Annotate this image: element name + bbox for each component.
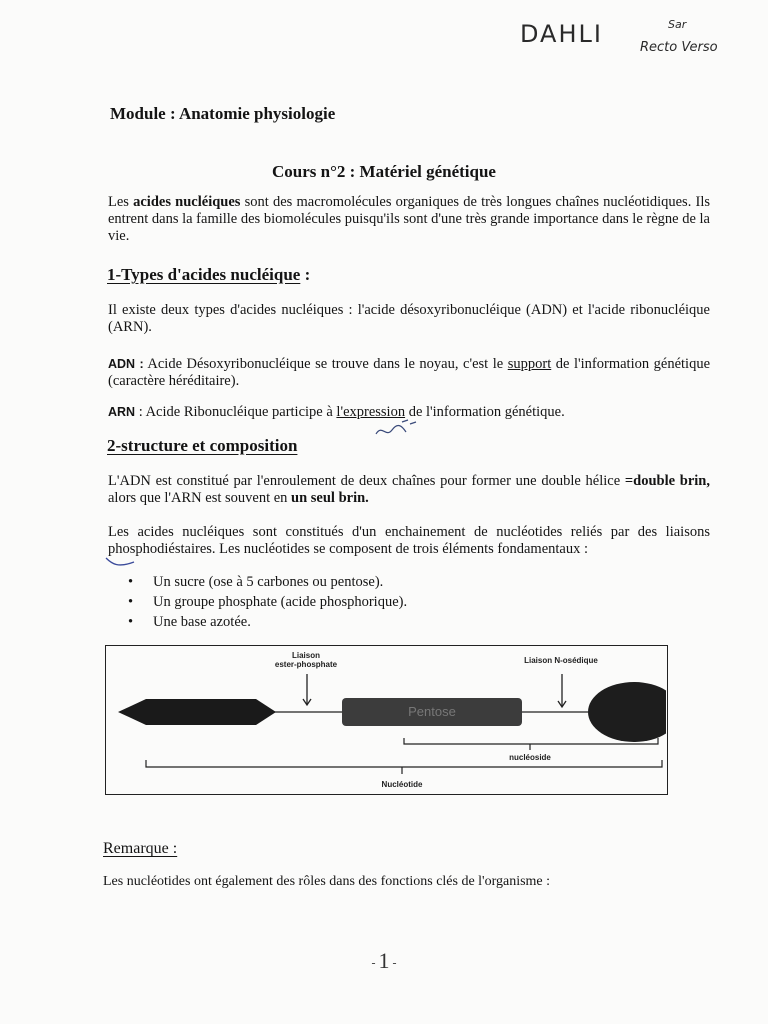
list-item: • Un groupe phosphate (acide phosphorique).: [128, 592, 407, 612]
adn-text-1: Acide Désoxyribonucléique se trouve dans le noyau, c'est le: [143, 356, 508, 372]
nucleotide-diagram-svg: [106, 646, 666, 793]
nucleoside-label: nucléoside: [509, 753, 551, 762]
section1-heading-text: 1-Types d'acides nucléique: [107, 265, 301, 284]
components-list: [128, 572, 407, 632]
handwritten-squiggle-mark: [372, 418, 422, 440]
intro-text-1: Les: [108, 194, 134, 210]
course-title: Cours n°2 : Matériel génétique: [272, 162, 496, 181]
intro-paragraph: [108, 194, 710, 245]
handwritten-recto-verso: Recto Verso: [640, 40, 718, 55]
adn-label: ADN :: [108, 357, 144, 371]
handwritten-note-small: Sar: [668, 18, 687, 31]
n-osidic-label: Liaison N-osédique: [524, 656, 598, 665]
page-number: - 1 -: [371, 948, 397, 973]
phosphate-shape: [118, 699, 276, 725]
handwritten-check-mark: [104, 554, 138, 570]
arn-label: ARN: [108, 405, 136, 419]
nucleotide-label: Nucléotide: [381, 780, 423, 789]
section1-heading-suffix: :: [300, 265, 311, 284]
module-line: Module : Anatomie physiologie: [110, 104, 336, 123]
adn-text-2: de l'information génétique (caractère héréditaire).: [108, 356, 711, 389]
arn-text-2: de l'information génétique.: [405, 404, 565, 420]
ester-phosphate-label: Liaison ester-phosphate: [274, 651, 338, 669]
handwritten-name: DAHLI: [520, 20, 603, 48]
section1-heading: [107, 265, 310, 285]
s2p1-bold-double-brin: =double brin,: [624, 473, 710, 489]
section2-heading-text: 2-structure et composition: [107, 436, 298, 455]
adn-definition: [108, 356, 710, 390]
intro-bold-term: acides nucléiques: [133, 194, 241, 210]
s2p1-bold-seul-brin: un seul brin.: [291, 490, 369, 506]
base-shape: [588, 682, 666, 742]
s2p1-text-1: L'ADN est constitué par l'enroulement de deux chaînes pour former une double hélice: [108, 473, 625, 489]
adn-support-underlined: support: [507, 356, 552, 372]
section2-paragraph-2: Les acides nucléiques sont constitués d'un enchainement de nucléotides reliés par des liaisons phosphodiéstaires. Les nucléotides se composent de trois éléments fondamentaux :: [108, 524, 710, 557]
arn-text-1: : Acide Ribonucléique participe à: [135, 404, 337, 420]
remarque-heading: Remarque :: [103, 840, 178, 857]
s2p1-text-2: alors que l'ARN est souvent en: [108, 490, 292, 506]
intro-text-2: sont des macromolécules organiques de très longues chaînes nucléotidiques. Ils entrent dans la famille des biomolécules puisqu'ils sont d'une très grande importance dans le règne de la vie.: [108, 194, 711, 244]
section2-paragraph-1: [108, 473, 710, 507]
arn-expression-underlined: l'expression: [336, 404, 406, 420]
remarque-text: Les nucléotides ont également des rôles dans des fonctions clés de l'organisme :: [103, 874, 551, 889]
section1-paragraph: Il existe deux types d'acides nucléiques : l'acide désoxyribonucléique (ADN) et l'acide ribonucléique (ARN).: [108, 302, 710, 335]
list-item: • Une base azotée.: [128, 612, 407, 632]
section2-heading: [107, 436, 297, 456]
nucleotide-diagram: [105, 645, 668, 795]
pentose-label: Pentose: [408, 704, 456, 719]
list-item: • Un sucre (ose à 5 carbones ou pentose).: [128, 572, 407, 592]
